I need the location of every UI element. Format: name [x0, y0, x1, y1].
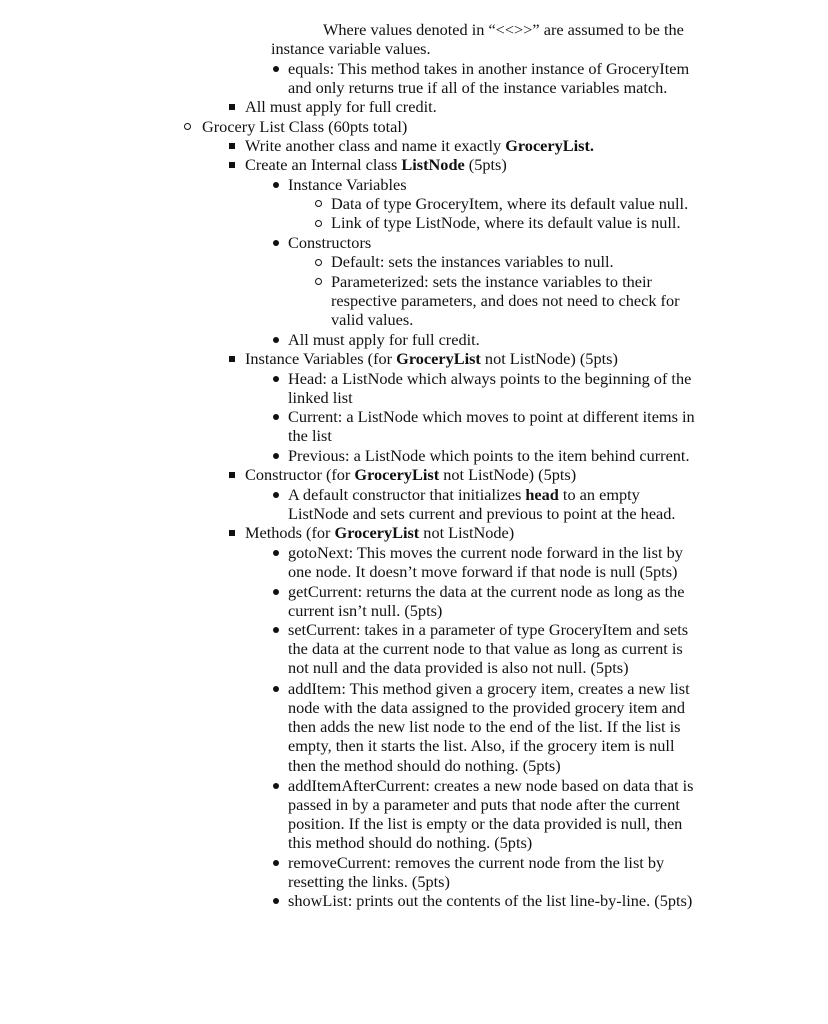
text-line: valid values.	[331, 310, 414, 329]
text-line: this method should do nothing. (5pts)	[288, 833, 533, 852]
list-item-all-apply: All must apply for full credit.	[245, 97, 437, 116]
list-item-write-class: Write another class and name it exactly GroceryList.	[245, 136, 594, 155]
bullet-icon	[273, 589, 279, 595]
bullet-icon	[273, 783, 279, 789]
square-bullet-icon	[229, 356, 235, 362]
list-item-equals: equals: This method takes in another instance of GroceryItem	[288, 59, 690, 78]
text-line: linked list	[288, 388, 353, 407]
list-item-instance-variables: Instance Variables	[288, 175, 407, 194]
list-item-getcurrent: getCurrent: returns the data at the current node as long as the	[288, 582, 685, 601]
text-line: the data at the current node to that value as long as current is	[288, 639, 683, 658]
list-item-constructors: Constructors	[288, 233, 372, 252]
list-item-methods: Methods (for GroceryList not ListNode)	[245, 523, 515, 542]
bullet-icon	[273, 686, 279, 692]
list-item-head: Head: a ListNode which always points to the beginning of the	[288, 369, 692, 388]
circle-bullet-icon	[315, 220, 322, 227]
square-bullet-icon	[229, 104, 235, 110]
circle-bullet-icon	[315, 278, 322, 285]
list-item-link: Link of type ListNode, where its default value is null.	[331, 213, 681, 232]
text-line: empty, then it starts the list. Also, if the grocery item is null	[288, 736, 675, 755]
bullet-icon	[273, 860, 279, 866]
list-item-setcurrent: setCurrent: takes in a parameter of type GroceryItem and sets	[288, 620, 689, 639]
list-item-default-constructor: A default constructor that initializes head to an empty	[288, 485, 640, 504]
bullet-icon	[273, 414, 279, 420]
text-line: then adds the new list node to the end of the list. If the list is	[288, 717, 681, 736]
square-bullet-icon	[229, 162, 235, 168]
bullet-icon	[273, 627, 279, 633]
circle-bullet-icon	[184, 123, 191, 130]
text-line: respective parameters, and does not need to check for	[331, 291, 680, 310]
list-item-default: Default: sets the instances variables to null.	[331, 252, 614, 271]
text-line: then the method should do nothing. (5pts)	[288, 756, 561, 775]
text-line: resetting the links. (5pts)	[288, 872, 450, 891]
square-bullet-icon	[229, 472, 235, 478]
text-line: Where values denoted in “<<>>” are assumed to be the	[323, 20, 684, 39]
text-line: position. If the list is empty or the data provided is null, then	[288, 814, 683, 833]
text-line: ListNode and sets current and previous to point at the head.	[288, 504, 676, 523]
list-item-instance-variables-grocerylist: Instance Variables (for GroceryList not ListNode) (5pts)	[245, 349, 618, 368]
text-line: not null and the data provided is also not null. (5pts)	[288, 658, 629, 677]
list-item-previous: Previous: a ListNode which points to the item behind current.	[288, 446, 690, 465]
list-item-create-listnode: Create an Internal class ListNode (5pts)	[245, 155, 507, 174]
list-item-additem: addItem: This method given a grocery item, creates a new list	[288, 679, 690, 698]
list-item-all-apply: All must apply for full credit.	[288, 330, 480, 349]
bullet-icon	[273, 182, 279, 188]
section-heading: Grocery List Class (60pts total)	[202, 117, 408, 136]
list-item-current: Current: a ListNode which moves to point at different items in	[288, 407, 695, 426]
bullet-icon	[273, 492, 279, 498]
list-item-showlist: showList: prints out the contents of the list line-by-line. (5pts)	[288, 891, 693, 910]
square-bullet-icon	[229, 530, 235, 536]
square-bullet-icon	[229, 143, 235, 149]
bullet-icon	[273, 376, 279, 382]
list-item-parameterized: Parameterized: sets the instance variables to their	[331, 272, 652, 291]
text-line: and only returns true if all of the instance variables match.	[288, 78, 668, 97]
text-line: passed in by a parameter and puts that node after the current	[288, 795, 680, 814]
bullet-icon	[273, 898, 279, 904]
circle-bullet-icon	[315, 259, 322, 266]
text-line: node with the data assigned to the provided grocery item and	[288, 698, 685, 717]
text-line: one node. It doesn’t move forward if that node is null (5pts)	[288, 562, 678, 581]
list-item-additemaftercurrent: addItemAfterCurrent: creates a new node based on data that is	[288, 776, 694, 795]
bullet-icon	[273, 66, 279, 72]
list-item-gotonext: gotoNext: This moves the current node forward in the list by	[288, 543, 683, 562]
circle-bullet-icon	[315, 200, 322, 207]
bullet-icon	[273, 453, 279, 459]
bullet-icon	[273, 337, 279, 343]
text-line: instance variable values.	[271, 39, 431, 58]
text-line: the list	[288, 426, 332, 445]
list-item-constructor: Constructor (for GroceryList not ListNode) (5pts)	[245, 465, 577, 484]
bullet-icon	[273, 240, 279, 246]
text-line: current isn’t null. (5pts)	[288, 601, 443, 620]
list-item-data: Data of type GroceryItem, where its default value null.	[331, 194, 689, 213]
list-item-removecurrent: removeCurrent: removes the current node from the list by	[288, 853, 665, 872]
bullet-icon	[273, 550, 279, 556]
